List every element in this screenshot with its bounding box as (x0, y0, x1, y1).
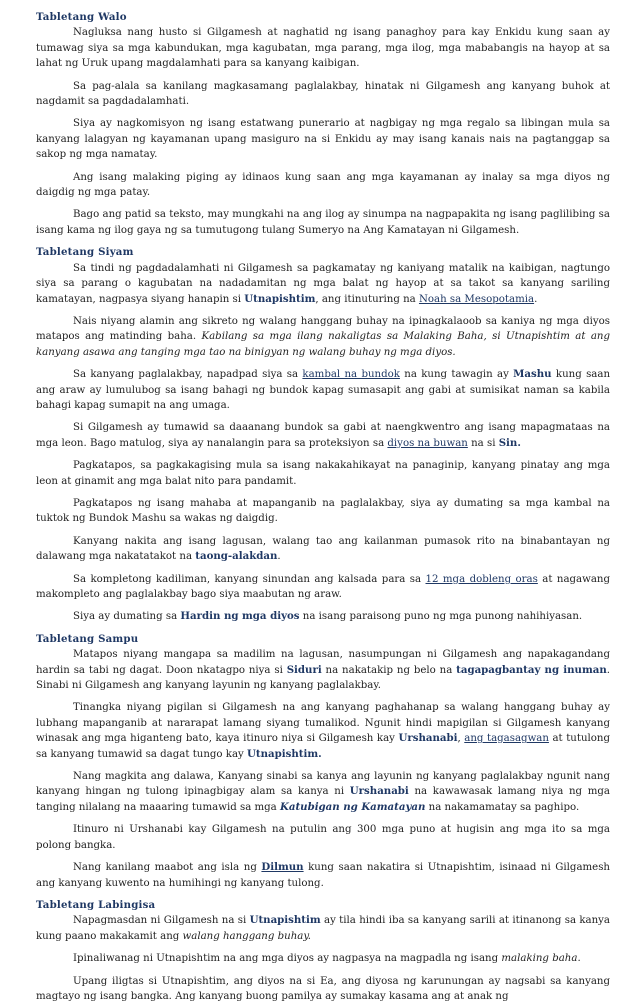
section-heading-sampu: Tabletang Sampu (36, 632, 139, 645)
paragraph (36, 769, 610, 815)
section-heading-walo: Tabletang Walo (36, 11, 127, 23)
name-katubigan-ng-kamatayan: Katubigan ng Kamatayan (280, 800, 426, 813)
text-run: Ipinaliwanag ni Utnapishtim na ang mga diyos ay nagpasya na magpadla ng isang (73, 953, 502, 965)
name-utnapishtim: Utnapishtim. (247, 747, 322, 760)
paragraph (36, 647, 610, 693)
section-heading-siyam: Tabletang Siyam (36, 246, 134, 259)
text-run: Nais niyang alamin ang sikreto ng walang hanggang buhay na ipinagkalaoob sa kaniya ng mga diyos matapos ang matinding baha. (36, 315, 610, 343)
paragraph: Upang iligtas si Utnapishtim, ang diyos na si Ea, ang diyosa ng karunungan ay nagsabi sa kanyang magtayo ng isang bangka. Ang kanyang buong pamilya ay sumakay kasama ang at anak ng (36, 975, 610, 1002)
paragraph (36, 261, 610, 307)
text-run: , (457, 733, 465, 745)
link-12-mga-dobleng-oras[interactable]: 12 mga dobleng oras (425, 573, 538, 585)
text-run: Sa kanyang paglalakbay, napadpad siya sa (73, 369, 303, 381)
name-taong-alakdan: taong-alakdan (195, 550, 278, 563)
paragraph (36, 572, 610, 603)
text-run: ay tila hindi iba sa kanyang sarili at itinanong sa kanya kung paano makakamit ang (36, 915, 610, 942)
text-run: Tinangka niyang pigilan si Gilgamesh na ang kanyang paghahanap sa walang hanggang buhay ay lubhang mapanganib at nararapat lamang siyang tumalikod. Ngunit hindi mapigilan si Gilgamesh kanyang winasak ang mga higanteng bato, kaya itinuro niya si Gilgamesh kay (36, 702, 610, 745)
name-sin: Sin. (498, 436, 521, 449)
text-run: kung saan nakatira si Utnapishtim, isinaad ni Gilgamesh ang kanyang kuwento na humihingi ng kanyang tulong. (36, 862, 610, 889)
name-urshanabi: Urshanabi (349, 785, 409, 798)
text-run: na kung tawagin ay (399, 369, 514, 381)
paragraph: Pagkatapos ng isang mahaba at mapanganib na paglalakbay, siya ay dumating sa mga kambal na tuktok ng Bundok Mashu sa wakas ng daigdig. (36, 497, 610, 525)
section-heading-labingisa: Tabletang Labingisa (36, 898, 156, 911)
paragraph (36, 951, 610, 966)
paragraph: Bago ang patid sa teksto, may mungkahi na ang ilog ay sinumpa na nagpapakita ng isang paglilibing sa isang kama ng ilog gaya ng sa tumutugong tulang Sumeryo na Ang Kamatayan ni Gilgamesh. (36, 209, 610, 236)
link-diyos-na-buwan[interactable]: diyos na buwan (387, 437, 468, 449)
text-run: , ang itinuturing na (315, 293, 419, 305)
text-run: na nakatakip ng belo na (321, 664, 457, 676)
name-mashu: Mashu (513, 368, 552, 381)
italic-text: malaking baha (501, 953, 578, 965)
text-run: . Sinabi ni Gilgamesh ang kanyang layunin ng kanyang paglalakbay. (36, 664, 610, 692)
paragraph (36, 367, 610, 413)
text-run: at nagawang makompleto ang paglalakbay bago siya maabutan ng araw. (36, 573, 610, 600)
name-utnapishtim: Utnapishtim (249, 914, 321, 927)
text-run: . (277, 551, 281, 563)
paragraph: Itinuro ni Urshanabi kay Gilgamesh na putulin ang 300 mga puno at hugisin ang mga ito sa mga polong bangka. (36, 824, 610, 851)
paragraph: Nagluksa nang husto si Gilgamesh at naghatid ng isang panaghoy para kay Enkidu kung saan ay tumawag siya sa mga kabundukan, mga kagubatan, mga parang, mga ilog, mga mababangis na hayop at sa lahat ng Uruk upang magdalamhati para sa kanyang kaibigan. (36, 27, 610, 70)
text-run: kung saan ang araw ay lumulubog sa isang bahagi ng bundok kapag sumasapit ang gabi at sumisikat naman sa kabila bahagi kapag sumapit na ang umaga. (36, 369, 611, 411)
text-run: Si Gilgamesh ay tumawid sa daaanang bundok sa gabi at naengkwentro ang isang mapagmataas na mga leon. Bago matulog, siya ay nanalangin para sa proteksiyon sa (36, 422, 610, 449)
text-run: Nang magkita ang dalawa, Kanyang sinabi sa kanya ang layunin ng kanyang paglalakbay ngunit nang kanyang hingan ng tulong ipinagbigay alam sa kanya ni (36, 771, 610, 798)
link-dilmun[interactable]: Dilmun (261, 861, 304, 874)
name-urshanabi: Urshanabi (398, 732, 458, 745)
text-run: na kawawasak lamang niya ng mga tanging nilalang na maaaring tumawid sa mga (36, 786, 610, 813)
text-run: Nang kanilang maabot ang isla ng (73, 862, 262, 874)
name-utnapishtim: Utnapishtim (244, 292, 316, 305)
paragraph: Pagkatapos, sa pagkakagising mula sa isang nakakahikayat na panaginip, kanyang pinatay ang mga leon at ginamit ang mga balat nito para pandamit. (36, 460, 610, 487)
text-run: . (577, 953, 581, 965)
text-run: Siya ay dumating sa (73, 611, 181, 623)
paragraph: Ang isang malaking piging ay idinaos kung saan ang mga kayamanan ay inalay sa mga diyos ng daigdig ng mga patay. (36, 171, 610, 199)
name-siduri: Siduri (286, 663, 322, 676)
text-run: na si (467, 437, 499, 449)
paragraph (36, 700, 610, 762)
paragraph (36, 534, 610, 565)
paragraph: Sa pag-alala sa kanilang magkasamang paglalakbay, hinatak ni Gilgamesh ang kanyang buhok at nagdamit sa pagdadalamhati. (36, 80, 610, 108)
text-run: at tutulong sa kanyang tumawid sa dagat tungo kay (36, 733, 610, 760)
name-hardin-ng-mga-diyos: Hardin ng mga diyos (180, 610, 300, 623)
paragraph (36, 860, 610, 891)
paragraph (36, 913, 610, 944)
text-run: Kanyang nakita ang isang lagusan, walang tao ang kailanman pumasok rito na binabantayan ng dalawang mga nakatatakot na (36, 535, 610, 563)
link-kambal-na-bundok[interactable]: kambal na bundok (302, 369, 400, 381)
link-noah-sa-mesopotamia[interactable]: Noah sa Mesopotamia (418, 293, 535, 305)
text-run: na isang paraisong puno ng mga punong nahihiyasan. (299, 611, 583, 623)
text-run: Sa kompletong kadiliman, kanyang sinundan ang kalsada para sa (73, 573, 426, 585)
italic-text: walang hanggang buhay. (182, 930, 311, 942)
italic-text: Kabilang sa mga ilang nakaligtas sa Malaking Baha, si Utnapishtim at ang kanyang asawa ang tanging mga tao na binigyan ng walang buhay ng mga diyos. (36, 331, 610, 358)
text-run: . (534, 293, 538, 305)
text-run: Matapos niyang mangapa sa madilim na lagusan, nasumpungan ni Gilgamesh ang napakagandang hardin sa tabi ng dagat. Doon nkatagpo niya si (36, 649, 610, 676)
paragraph (36, 314, 610, 360)
link-ang-tagasagwan[interactable]: ang tagasagwan (464, 733, 549, 745)
text-run: na nakamamatay sa paghipo. (425, 801, 580, 813)
document-page (36, 0, 610, 1004)
text-run: Sa tindi ng pagdadalamhati ni Gilgamesh sa pagkamatay ng kaniyang matalik na kaibigan, nagtungo siya sa parang o kagubatan na nadadamitan ng mga balat ng hayop at sa takot sa kanyang sariling kamatayan, nagpasya siyang hanapin si (36, 262, 610, 305)
paragraph: Siya ay nagkomisyon ng isang estatwang punerario at nagbigay ng mga regalo sa libingan mula sa kanyang lalagyan ng kayamanan upang masiguro na si Enkidu ay may isang kanais nais na pagtanggap sa sakop ng mga namatay. (36, 118, 610, 161)
paragraph (36, 420, 610, 451)
text-run: Napagmasdan ni Gilgamesh na si (73, 915, 250, 927)
paragraph (36, 609, 610, 624)
name-tagapagbantay-ng-inuman: tagapagbantay ng inuman (456, 663, 607, 676)
